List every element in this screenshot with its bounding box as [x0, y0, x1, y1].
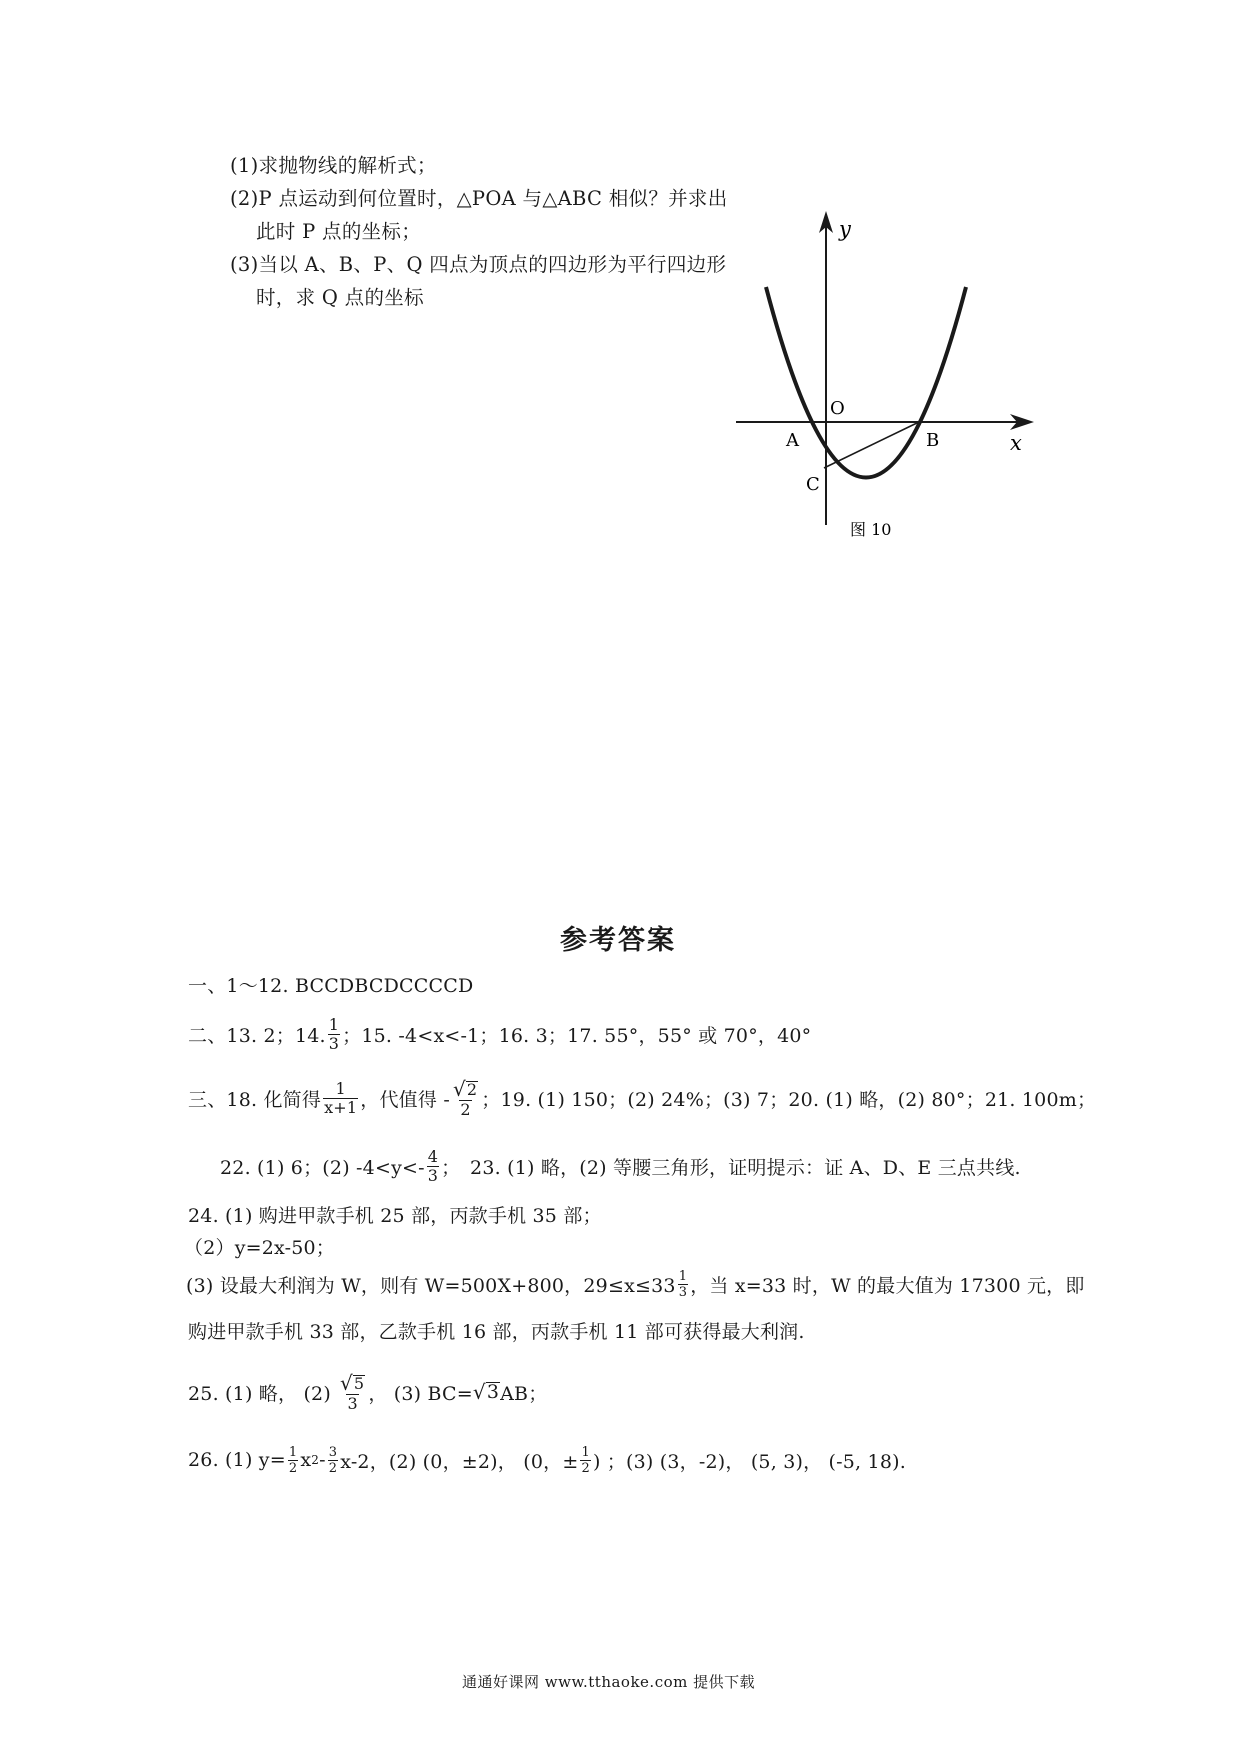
fraction-denominator: 3: [678, 1284, 688, 1300]
fraction-denominator: 3: [347, 1393, 358, 1413]
sqrt: [339, 1370, 365, 1395]
fraction: [580, 1446, 590, 1475]
question-item-3: (3)当以 A、B、P、Q 四点为顶点的四边形为平行四边形: [230, 253, 727, 276]
fraction-numerator: 3: [328, 1444, 338, 1460]
fraction-numerator: 1: [678, 1268, 688, 1284]
y-axis-label: y: [839, 217, 851, 241]
answer-section-3: [188, 1076, 1096, 1120]
answer-24-line-4: [188, 1308, 805, 1352]
fraction: [328, 1446, 338, 1475]
answer-section-1-text: 一、1～12. BCCDBCDCCCCD: [188, 974, 474, 997]
answer-text: 三、18. 化简得: [188, 1088, 322, 1111]
fraction-denominator: 2: [460, 1099, 471, 1119]
fraction-numerator: [452, 1076, 479, 1101]
fraction: [427, 1146, 439, 1185]
figure-caption: 图 10: [850, 520, 892, 539]
answer-text: ，代值得 -: [360, 1088, 450, 1111]
question-item-3-cont: 时，求 Q 点的坐标: [256, 286, 424, 309]
fraction: [452, 1076, 479, 1119]
answer-text: -: [319, 1449, 326, 1471]
point-a-label: A: [786, 430, 799, 451]
answer-text: ；19. (1) 150；(2) 24%；(3) 7；20. (1) 略，(2) 80°；21. 100m；: [481, 1088, 1097, 1111]
question-item-2-cont: 此时 P 点的坐标；: [256, 220, 422, 243]
answer-text: x: [300, 1449, 312, 1471]
answer-text: 22. (1) 6；(2) -4<y<-: [220, 1156, 425, 1179]
answer-25: [188, 1370, 547, 1414]
answer-text: （2）y=2x-50；: [184, 1236, 336, 1259]
radicand: 3: [486, 1380, 500, 1403]
answer-text: x-2，(2) (0，±2)， (0，±: [340, 1450, 579, 1473]
answer-text: 二、13. 2；14.: [188, 1024, 326, 1047]
answer-text: ； 23. (1) 略，(2) 等腰三角形，证明提示：证 A、D、E 三点共线.: [441, 1156, 1021, 1179]
radical-sign-icon: √: [452, 1076, 466, 1101]
radical-sign-icon: √: [472, 1380, 486, 1405]
fraction-denominator: 2: [328, 1460, 338, 1476]
answer-24-line-3: [186, 1262, 1085, 1306]
answer-text: 购进甲款手机 33 部，乙款手机 16 部，丙款手机 11 部可获得最大利润.: [188, 1320, 805, 1343]
point-b-label: B: [926, 430, 940, 451]
fraction-denominator: 2: [288, 1460, 298, 1476]
fraction: [323, 1078, 358, 1117]
fraction-denominator: 3: [427, 1165, 439, 1185]
sqrt: [473, 1382, 500, 1403]
answer-text: 26. (1) y=: [188, 1449, 286, 1471]
radical-sign-icon: √: [339, 1370, 353, 1395]
answer-section-1: [188, 962, 473, 1006]
question-item-2: (2)P 点运动到何位置时，△POA 与△ABC 相似？并求出: [230, 187, 728, 210]
fraction: [339, 1370, 366, 1413]
fraction-denominator: 2: [581, 1460, 590, 1476]
fraction: [678, 1270, 688, 1299]
footer-credit: 通通好课网 www.tthaoke.com 提供下载: [462, 1673, 756, 1691]
fraction-numerator: 4: [427, 1146, 439, 1166]
answer-26: 26. (1) y= $\frac{1}{2}$ x 2 - $\frac{3}{2}$ x-2，(2) (0，±2)， (0，± $\frac{1}{2}$ ) ；(3) (3，-2)， (5, 3)， (-5, 18).: [188, 1444, 906, 1476]
point-c-label: C: [806, 474, 820, 495]
answer-22-23: [220, 1144, 1021, 1188]
answer-text: ) ；(3) (3，-2)， (5, 3)， (-5, 18).: [592, 1450, 906, 1473]
answer-text: 25. (1) 略， (2): [188, 1382, 331, 1405]
question-item-1: (1)求抛物线的解析式；: [230, 154, 437, 177]
answer-text: ；15. -4<x<-1；16. 3；17. 55°，55° 或 70°，40°: [342, 1024, 812, 1047]
answer-section-2: [188, 1012, 811, 1056]
origin-label: O: [830, 398, 845, 419]
fraction: [288, 1446, 298, 1475]
answer-text: 24. (1) 购进甲款手机 25 部，丙款手机 35 部；: [188, 1204, 602, 1227]
fraction: [328, 1014, 340, 1053]
answer-text: (3) 设最大利润为 W，则有 W=500X+800，29≤x≤33: [186, 1274, 676, 1297]
answer-text: ， (3) BC=: [368, 1382, 473, 1405]
radicand: 5: [353, 1373, 365, 1393]
fraction-numerator: [339, 1370, 366, 1395]
fraction-numerator: 1: [335, 1078, 346, 1098]
fraction-denominator: 3: [328, 1033, 340, 1053]
answers-title: 参考答案: [560, 925, 676, 956]
fraction-numerator: 1: [328, 1014, 340, 1034]
answer-text: AB；: [500, 1382, 548, 1405]
radicand: 2: [466, 1079, 478, 1099]
answer-text: ，当 x=33 时，W 的最大值为 17300 元，即: [690, 1274, 1085, 1297]
fraction-denominator: x+1: [324, 1097, 358, 1117]
fraction-numerator: 1: [288, 1444, 298, 1460]
fraction-numerator: 1: [581, 1444, 590, 1460]
parabola-figure: [720, 205, 1050, 555]
sqrt: [452, 1076, 478, 1101]
segment-cb: [824, 422, 919, 468]
x-axis-label: x: [1010, 431, 1022, 455]
